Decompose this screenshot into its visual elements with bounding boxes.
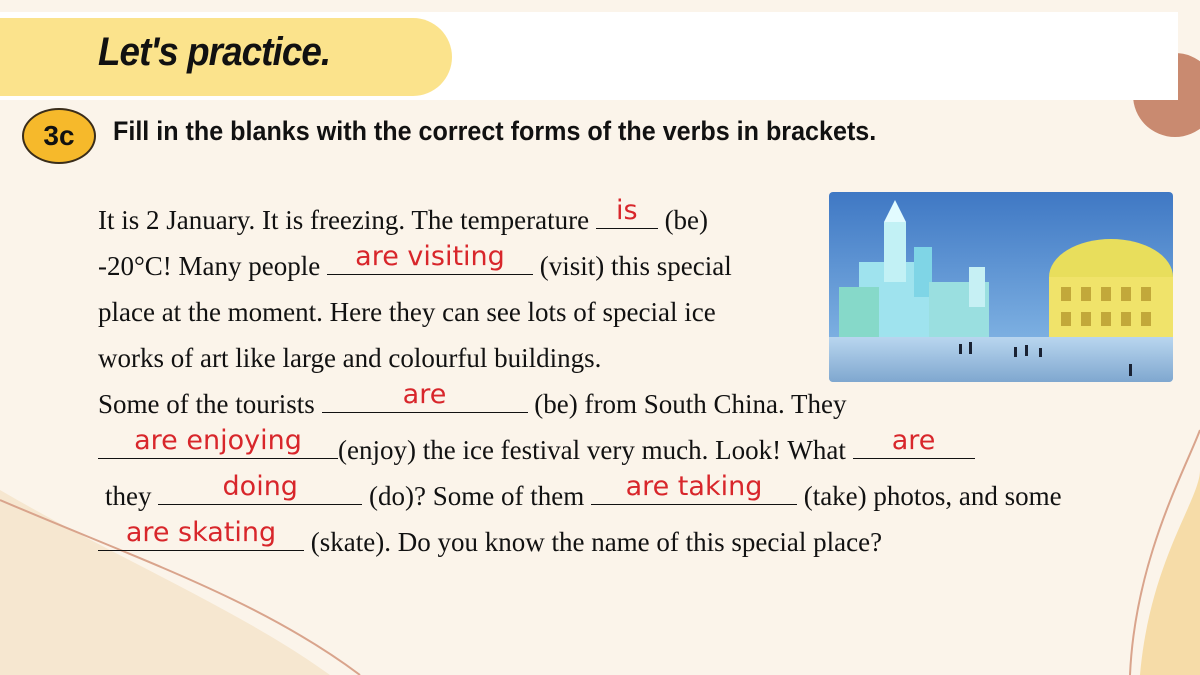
passage-line-8: are skating (skate). Do you know the name of this special place? — [98, 526, 882, 558]
answer-blank — [596, 195, 658, 229]
answer-blank — [98, 517, 304, 551]
answer-text: doing — [222, 471, 298, 502]
ice-festival-photo — [829, 192, 1173, 382]
passage-line-6: are enjoying (enjoy) the ice festival very much. Look! What are — [98, 434, 975, 466]
answer-text: are — [402, 379, 447, 410]
answer-blank — [322, 379, 528, 413]
passage-line-4: works of art like large and colourful buildings. — [98, 343, 602, 373]
passage-line-3: place at the moment. Here they can see lots of special ice — [98, 297, 716, 327]
passage-line-5: Some of the tourists are (be) from South China. They — [98, 379, 847, 419]
page-title: Let's practice. — [98, 30, 331, 74]
ice-festival-illustration — [829, 192, 1173, 382]
passage-line-7: they doing (do)? Some of them are taking (take) photos, and some — [105, 471, 1062, 511]
answer-text: are skating — [125, 517, 277, 548]
passage-line-2: -20°C! Many people are visiting (visit) this special — [98, 241, 732, 281]
answer-blank — [98, 425, 338, 459]
answer-blank — [327, 241, 533, 275]
answer-text: are visiting — [355, 241, 505, 272]
answer-blank — [853, 425, 975, 459]
answer-text: are enjoying — [134, 425, 302, 456]
answer-blank — [591, 471, 797, 505]
task-instruction: Fill in the blanks with the correct forms of the verbs in brackets. — [113, 116, 877, 146]
answer-blank — [158, 471, 362, 505]
task-badge: 3c — [22, 108, 96, 164]
answer-text: are taking — [625, 471, 763, 502]
answer-text: are — [891, 425, 936, 456]
answer-text: is — [616, 195, 638, 226]
passage-line-1: It is 2 January. It is freezing. The temperature is (be) — [98, 195, 709, 235]
